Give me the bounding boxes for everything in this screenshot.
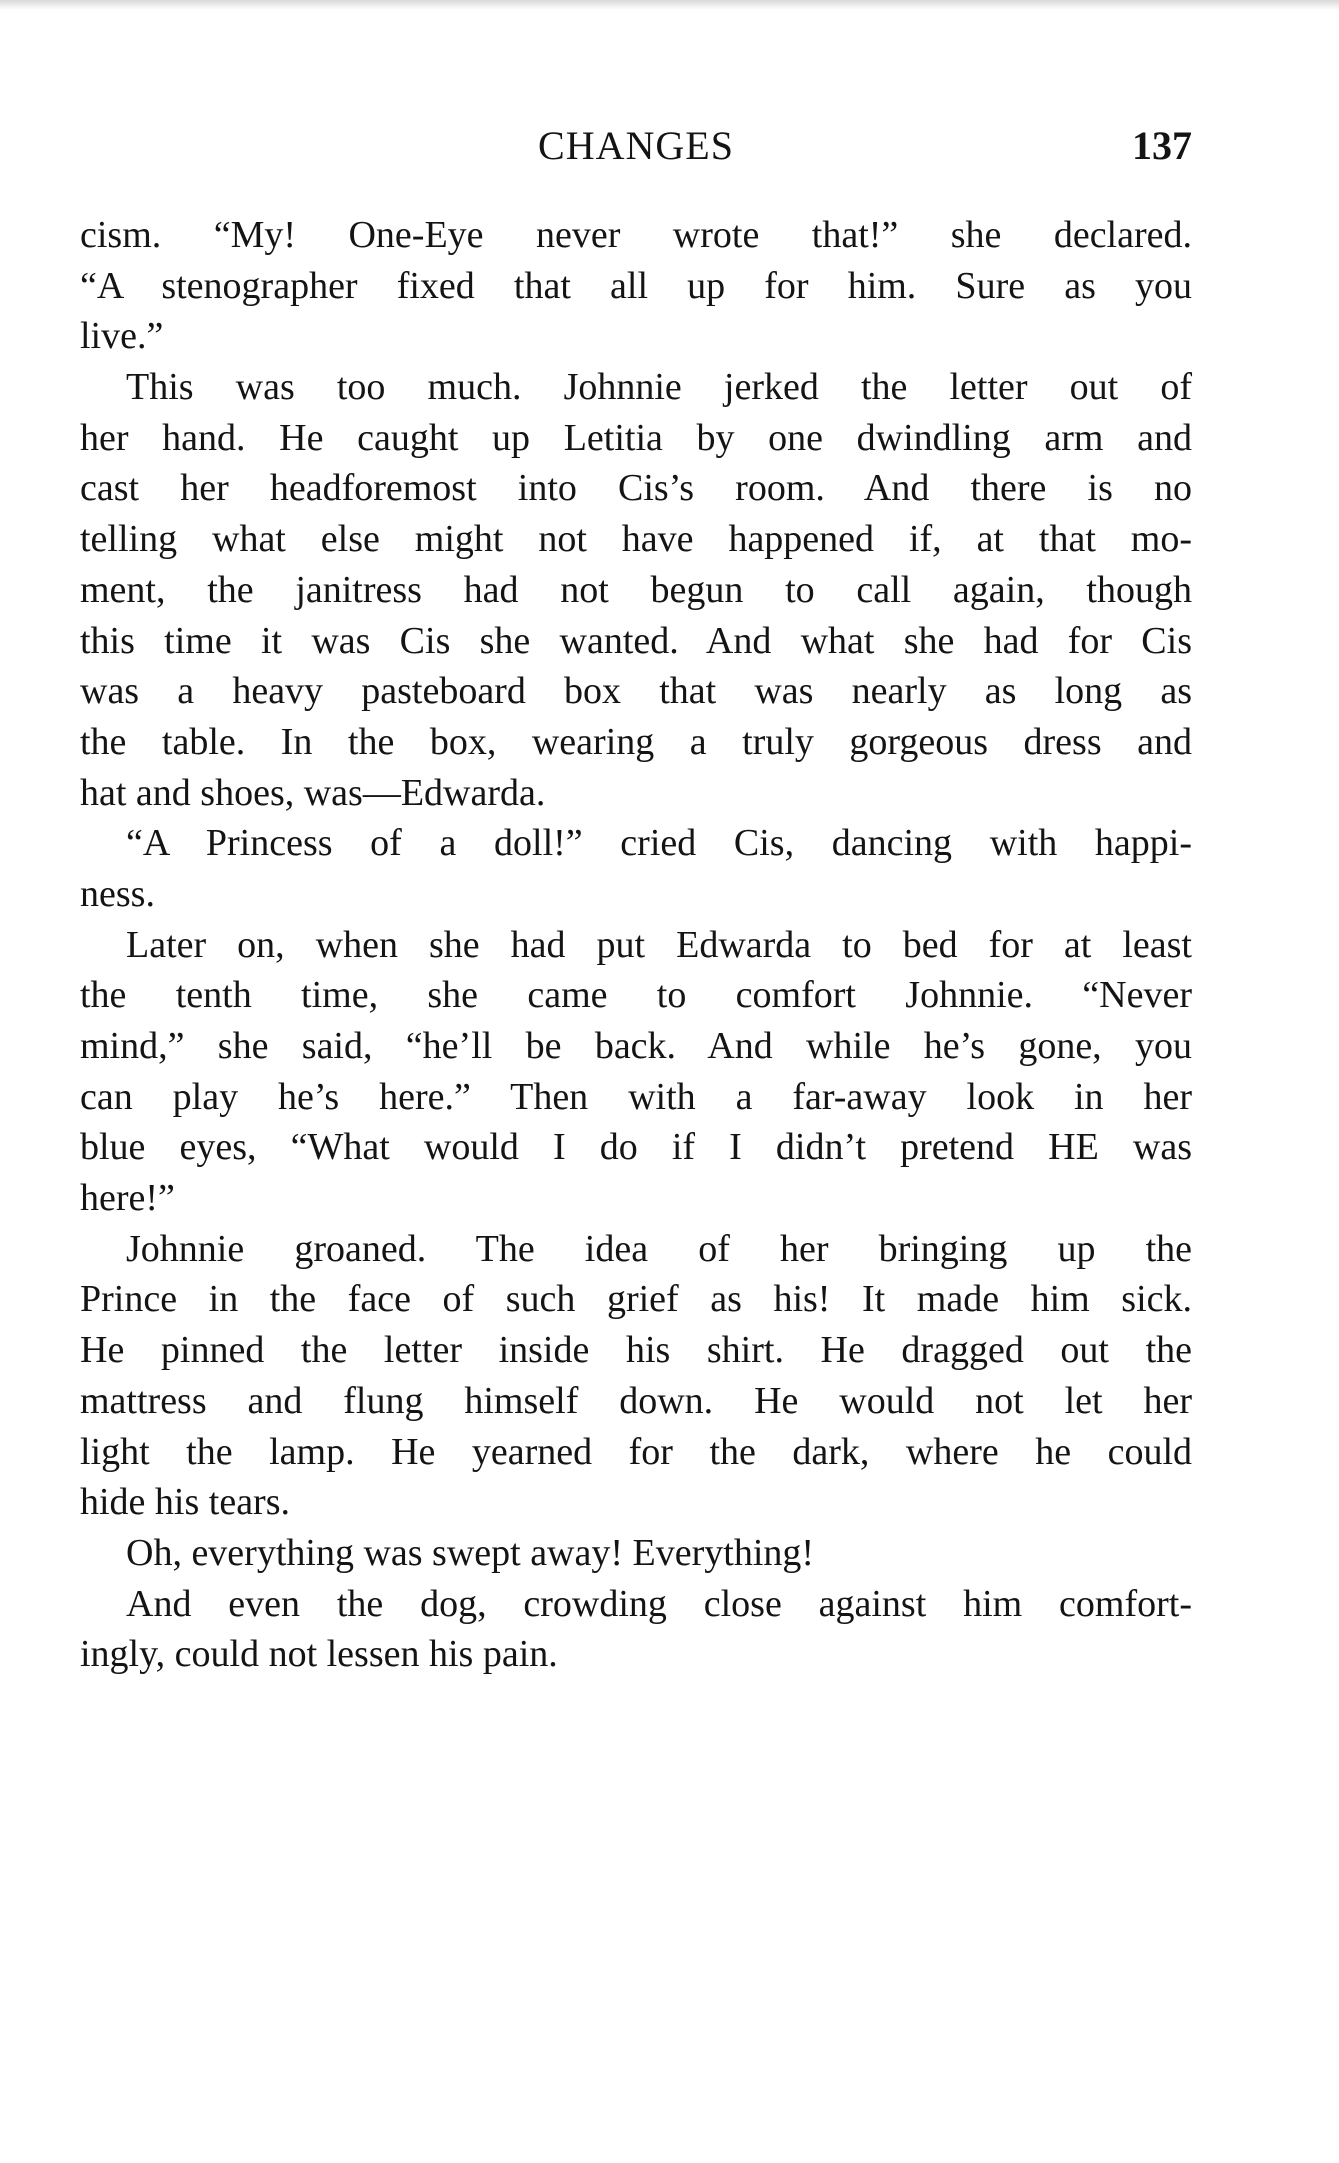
text-line: was a heavy pasteboard box that was nearly as long as — [80, 670, 1192, 713]
page-number: 137 — [1132, 123, 1192, 168]
page-top-edge — [0, 0, 1339, 10]
text-line: this time it was Cis she wanted. And what she had for Cis — [80, 619, 1192, 662]
text-line: hat and shoes, was—Edwarda. — [80, 771, 546, 814]
text-line: “A Princess of a doll!” cried Cis, dancing with happi- — [126, 822, 1192, 865]
text-line: hide his tears. — [80, 1481, 291, 1524]
text-line: “A stenographer fixed that all up for him. Sure as you — [80, 264, 1192, 307]
text-line: her hand. He caught up Letitia by one dwindling arm and — [80, 416, 1192, 459]
text-line: He pinned the letter inside his shirt. He dragged out the — [80, 1329, 1192, 1372]
text-line: mind,” she said, “he’ll be back. And while he’s gone, you — [80, 1025, 1192, 1067]
running-head — [80, 118, 1192, 178]
text-line: ment, the janitress had not begun to call again, though — [80, 568, 1192, 611]
text-line: ness. — [80, 872, 155, 915]
text-line: Johnnie groaned. The idea of her bringing up the — [126, 1227, 1192, 1270]
text-line: Oh, everything was swept away! Everything! — [126, 1531, 815, 1574]
text-line: light the lamp. He yearned for the dark, where he could — [80, 1430, 1192, 1473]
text-line: here!” — [80, 1177, 175, 1220]
text-line: And even the dog, crowding close against him comfort- — [126, 1582, 1192, 1625]
running-title: CHANGES — [538, 123, 734, 168]
text-line: mattress and flung himself down. He would not let her — [80, 1379, 1192, 1422]
text-line: telling what else might not have happened if, at that mo- — [80, 518, 1192, 561]
text-line: This was too much. Johnnie jerked the letter out of — [126, 366, 1192, 409]
text-line: cast her headforemost into Cis’s room. And there is no — [80, 467, 1192, 510]
text-line: live.” — [80, 315, 164, 358]
text-line: the table. In the box, wearing a truly gorgeous dress and — [80, 720, 1192, 763]
text-line: blue eyes, “What would I do if I didn’t pretend HE was — [80, 1126, 1192, 1169]
body-text — [80, 210, 1192, 1680]
text-line: Prince in the face of such grief as his! It made him sick. — [80, 1278, 1192, 1321]
text-line: ingly, could not lessen his pain. — [80, 1633, 558, 1676]
text-line: can play he’s here.” Then with a far-away look in her — [80, 1075, 1192, 1118]
text-line: the tenth time, she came to comfort Johnnie. “Never — [80, 974, 1192, 1017]
text-line: cism. “My! One-Eye never wrote that!” she declared. — [80, 214, 1192, 256]
text-line: Later on, when she had put Edwarda to bed for at least — [126, 923, 1192, 966]
